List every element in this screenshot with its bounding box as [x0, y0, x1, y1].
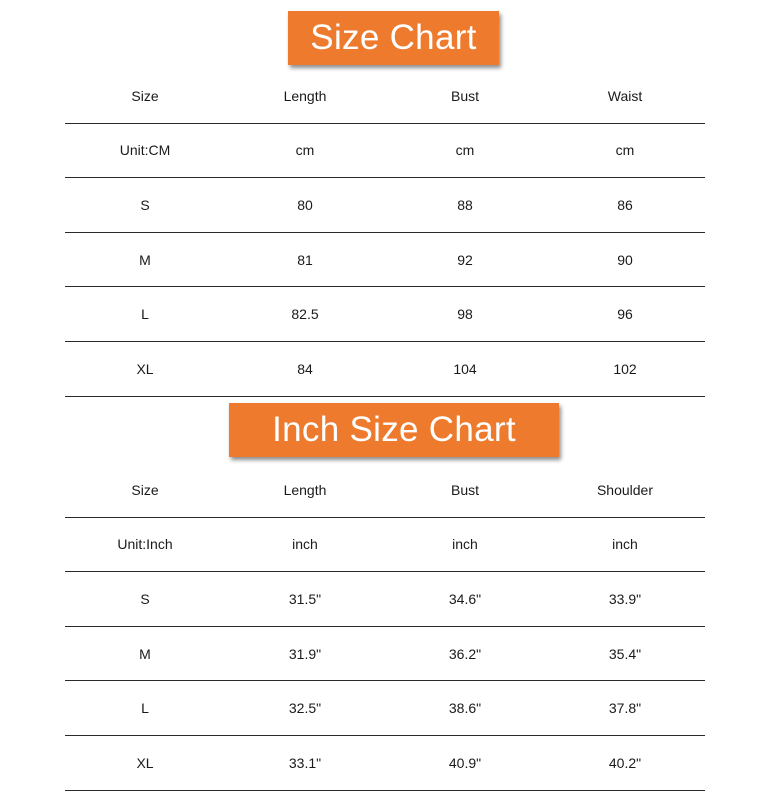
table-cell: 34.6" — [448, 590, 482, 607]
table-row — [65, 736, 705, 791]
inch-size-chart-title: Inch Size Chart — [272, 410, 516, 449]
table-cell: XL — [136, 360, 154, 377]
table-cell: inch — [452, 536, 478, 553]
table-cell: 35.4" — [608, 645, 642, 662]
table-row — [65, 233, 705, 288]
table-cell: inch — [612, 536, 638, 553]
table-cell: 92 — [457, 251, 473, 268]
table-cell: inch — [292, 536, 318, 553]
table-cell: 90 — [617, 251, 633, 268]
table-row — [65, 627, 705, 682]
table-cell: 33.9" — [608, 590, 642, 607]
inch-size-chart-banner — [229, 403, 559, 457]
table-cell: 84 — [297, 360, 313, 377]
table-cell: cm — [455, 142, 475, 159]
table-cell: 82.5 — [291, 306, 319, 323]
table-cell: 80 — [297, 196, 313, 213]
table-cell: 40.2" — [608, 754, 642, 771]
table-row — [65, 124, 705, 179]
table-cell: S — [140, 590, 150, 607]
table-cell: M — [139, 251, 151, 268]
column-header-waist: Waist — [607, 87, 643, 104]
table-cell: 81 — [297, 251, 313, 268]
table-row — [65, 178, 705, 233]
table-cell: 104 — [453, 360, 477, 377]
table-cell: Unit:Inch — [117, 536, 173, 553]
table-row — [65, 287, 705, 342]
table-header-row — [65, 463, 705, 518]
table-row — [65, 572, 705, 627]
table-header-row — [65, 69, 705, 124]
column-header-bust: Bust — [450, 87, 479, 104]
column-header-bust: Bust — [450, 481, 479, 498]
size-chart-title: Size Chart — [310, 18, 477, 57]
table-cell: 37.8" — [608, 700, 642, 717]
table-cell: M — [139, 645, 151, 662]
table-cell: 32.5" — [288, 700, 322, 717]
table-cell: L — [141, 306, 149, 323]
table-cell: XL — [136, 754, 154, 771]
table-row — [65, 518, 705, 573]
table-cell: 86 — [617, 196, 633, 213]
cm-size-table — [65, 69, 705, 397]
column-header-size: Size — [131, 481, 159, 498]
table-cell: 102 — [613, 360, 637, 377]
column-header-shoulder: Shoulder — [596, 481, 654, 498]
table-cell: 36.2" — [448, 645, 482, 662]
table-cell: 88 — [457, 196, 473, 213]
table-cell: 38.6" — [448, 700, 482, 717]
table-cell: Unit:CM — [119, 142, 171, 159]
column-header-length: Length — [283, 481, 327, 498]
inch-size-table — [65, 463, 705, 791]
table-row — [65, 342, 705, 397]
size-chart-banner — [288, 11, 499, 65]
table-cell: 33.1" — [288, 754, 322, 771]
table-cell: S — [140, 196, 150, 213]
table-row — [65, 681, 705, 736]
table-cell: 31.9" — [288, 645, 322, 662]
table-cell: cm — [295, 142, 315, 159]
column-header-size: Size — [131, 87, 159, 104]
table-cell: 98 — [457, 306, 473, 323]
table-cell: 96 — [617, 306, 633, 323]
table-cell: 40.9" — [448, 754, 482, 771]
table-cell: L — [141, 700, 149, 717]
column-header-length: Length — [283, 87, 327, 104]
table-cell: cm — [615, 142, 635, 159]
table-cell: 31.5" — [288, 590, 322, 607]
